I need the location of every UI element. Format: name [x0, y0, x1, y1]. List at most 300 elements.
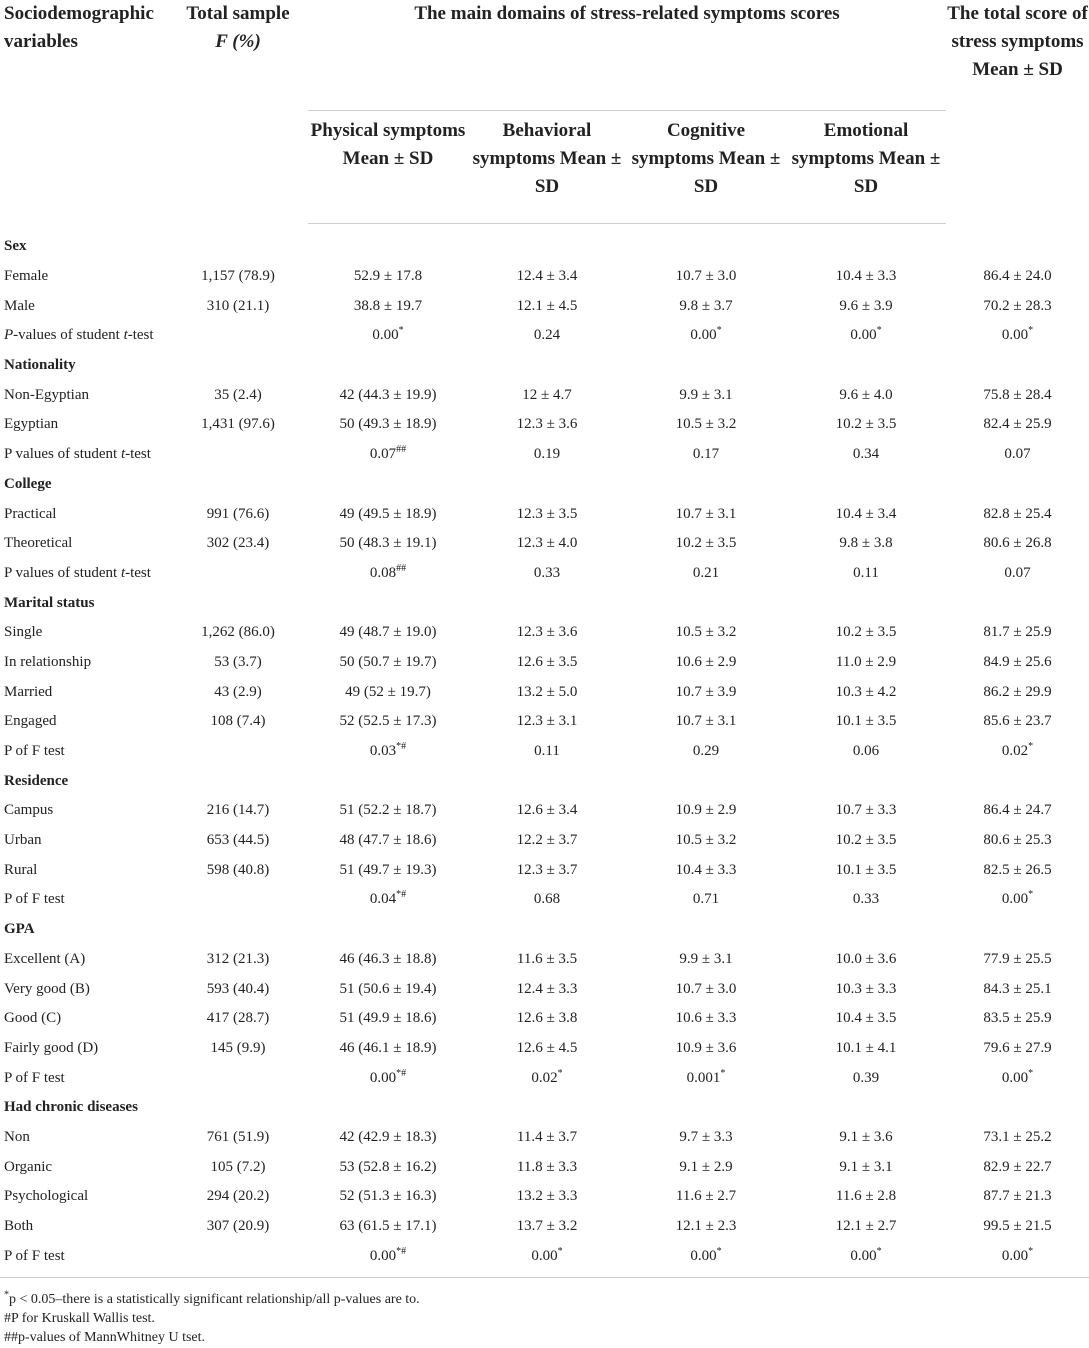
section-label: Nationality [4, 357, 76, 374]
p-label-part: -test [127, 327, 154, 344]
header-total-sample [168, 0, 308, 224]
table-row [0, 677, 1089, 707]
section-row [0, 915, 1089, 945]
cell-empty [168, 1063, 308, 1093]
p-value: 0.34 [852, 446, 880, 463]
section-row [0, 766, 1089, 796]
cell-behavioral: 12.3 ± 3.1 [516, 713, 578, 730]
table-row [0, 1182, 1089, 1212]
cell-total-sample: 653 (44.5) [206, 832, 270, 849]
cell-p-cognitive [626, 559, 786, 589]
p-value-row [0, 321, 1089, 351]
cell-p-score [946, 321, 1089, 351]
p-label-part: t [120, 446, 126, 463]
table-row [0, 974, 1089, 1004]
cell-score: 87.7 ± 21.3 [983, 1188, 1052, 1205]
p-value-label [0, 1241, 168, 1277]
section-row [0, 470, 1089, 500]
cell-score: 86.2 ± 29.9 [983, 683, 1052, 700]
cell-behavioral: 12.6 ± 4.5 [516, 1039, 578, 1056]
footnote [4, 1309, 420, 1328]
p-value: 0.17 [692, 446, 720, 463]
p-value: 0.71 [692, 891, 720, 908]
p-value: 0.00 [850, 327, 877, 344]
cell-p-score [946, 440, 1089, 470]
cell-emotional: 9.6 ± 4.0 [839, 386, 893, 403]
significance-mark: *# [396, 741, 407, 753]
footnote-text: ##p-values of MannWhitney U tset. [4, 1330, 206, 1345]
cell-emotional: 10.4 ± 3.4 [835, 505, 897, 522]
cell-cognitive: 10.6 ± 2.9 [675, 653, 737, 670]
cell-behavioral: 12.3 ± 3.7 [516, 861, 578, 878]
p-value: 0.00 [369, 1069, 397, 1086]
row-label: Egyptian [4, 416, 59, 433]
cell-p-cognitive [626, 737, 786, 767]
p-value: 0.33 [533, 564, 561, 581]
cell-emotional: 9.1 ± 3.6 [839, 1128, 893, 1145]
cell-emotional: 10.2 ± 3.5 [835, 416, 897, 433]
p-value: 0.11 [534, 743, 560, 760]
cell-emotional: 10.4 ± 3.5 [835, 1010, 897, 1027]
cell-score: 82.9 ± 22.7 [983, 1158, 1052, 1175]
cell-physical: 46 (46.3 ± 18.8) [339, 950, 437, 967]
cell-behavioral: 11.6 ± 3.5 [516, 950, 578, 967]
cell-total-sample: 302 (23.4) [206, 535, 270, 552]
cell-behavioral: 12.4 ± 3.4 [516, 268, 578, 285]
cell-behavioral: 12 ± 4.7 [522, 386, 572, 403]
section-label: Sex [4, 238, 27, 255]
section-row [0, 351, 1089, 381]
significance-mark: ## [396, 444, 407, 456]
p-label-part: P of F test [4, 1069, 65, 1086]
row-label: Both [4, 1218, 34, 1235]
cell-physical: 51 (49.9 ± 18.6) [339, 1010, 437, 1027]
cell-behavioral: 12.3 ± 3.6 [516, 624, 578, 641]
cell-p-emotional [786, 1241, 946, 1277]
row-label: Good (C) [4, 1010, 62, 1027]
cell-p-score [946, 559, 1089, 589]
cell-emotional: 10.1 ± 3.5 [835, 713, 897, 730]
cell-emotional: 10.2 ± 3.5 [835, 832, 897, 849]
cell-p-behavioral [468, 1063, 626, 1093]
table-row [0, 707, 1089, 737]
cell-behavioral: 12.3 ± 3.5 [516, 505, 578, 522]
cell-cognitive: 11.6 ± 2.7 [675, 1188, 737, 1205]
cell-cognitive: 10.5 ± 3.2 [675, 416, 737, 433]
significance-mark: * [1028, 889, 1034, 901]
row-label: Non-Egyptian [4, 386, 89, 403]
p-value: 0.33 [852, 891, 880, 908]
cell-cognitive: 10.7 ± 3.0 [675, 268, 737, 285]
cell-behavioral: 12.6 ± 3.8 [516, 1010, 578, 1027]
cell-total-sample: 53 (3.7) [214, 653, 262, 670]
p-value-row [0, 1241, 1089, 1277]
p-value: 0.00 [1001, 1069, 1029, 1086]
cell-score: 81.7 ± 25.9 [983, 624, 1052, 641]
cell-physical: 50 (50.7 ± 19.7) [339, 653, 437, 670]
cell-cognitive: 10.7 ± 3.9 [675, 683, 737, 700]
p-label-part: -test [125, 446, 151, 463]
significance-mark: *# [396, 1245, 407, 1257]
row-label: Very good (B) [4, 980, 90, 997]
cell-emotional: 11.0 ± 2.9 [835, 653, 897, 670]
cell-empty [168, 1241, 308, 1277]
cell-p-behavioral [468, 559, 626, 589]
row-label: Non [4, 1128, 30, 1145]
p-label-part: P [4, 327, 14, 344]
cell-total-sample: 598 (40.8) [206, 861, 270, 878]
p-label-part: P of F test [4, 743, 65, 760]
p-value-row [0, 885, 1089, 915]
header-total-sample-sub: F (%) [215, 31, 261, 52]
cell-score: 84.9 ± 25.6 [983, 653, 1052, 670]
header-main-domains: The main domains of stress-related symptoms scores [308, 0, 946, 111]
cell-score: 75.8 ± 28.4 [983, 386, 1052, 403]
p-value: 0.07 [1004, 446, 1031, 463]
header-total-score: The total score of stress symptoms Mean ± SD [947, 3, 1088, 80]
table-row [0, 262, 1089, 292]
cell-empty [168, 440, 308, 470]
cell-cognitive: 10.9 ± 2.9 [675, 802, 737, 819]
p-value-label [0, 1063, 168, 1093]
p-value: 0.39 [852, 1069, 880, 1086]
footnote [4, 1290, 420, 1309]
cell-empty [168, 885, 308, 915]
cell-physical: 42 (42.9 ± 18.3) [339, 1128, 437, 1145]
table-row [0, 410, 1089, 440]
cell-total-sample: 761 (51.9) [206, 1128, 270, 1145]
cell-behavioral: 12.3 ± 4.0 [516, 535, 578, 552]
row-label: In relationship [4, 653, 92, 670]
cell-score: 82.8 ± 25.4 [983, 505, 1052, 522]
table-row [0, 1212, 1089, 1242]
cell-physical: 46 (46.1 ± 18.9) [339, 1039, 437, 1056]
row-label: Engaged [4, 713, 57, 730]
row-label: Single [4, 624, 43, 641]
cell-physical: 63 (61.5 ± 17.1) [339, 1218, 437, 1235]
p-value: 0.06 [852, 743, 880, 760]
table-body [0, 224, 1089, 1278]
row-label: Campus [4, 802, 54, 819]
table-row [0, 1034, 1089, 1064]
significance-mark: *# [396, 1067, 407, 1079]
p-value: 0.00 [850, 1247, 877, 1264]
header-behavioral: Behavioral symptoms Mean ± SD [468, 111, 626, 224]
cell-behavioral: 11.4 ± 3.7 [516, 1128, 578, 1145]
significance-mark: * [1028, 1245, 1034, 1257]
cell-p-score [946, 1063, 1089, 1093]
p-value: 0.19 [533, 446, 561, 463]
cell-cognitive: 10.4 ± 3.3 [675, 861, 737, 878]
p-value: 0.21 [692, 564, 720, 581]
cell-physical: 42 (44.3 ± 19.9) [339, 386, 437, 403]
p-value-label [0, 737, 168, 767]
cell-empty [168, 321, 308, 351]
cell-physical: 48 (47.7 ± 18.6) [339, 832, 437, 849]
cell-behavioral: 12.1 ± 4.5 [516, 297, 578, 314]
significance-mark: * [716, 1245, 722, 1257]
p-value: 0.02 [1001, 743, 1029, 760]
cell-cognitive: 10.7 ± 3.1 [675, 505, 737, 522]
cell-p-behavioral [468, 1241, 626, 1277]
p-value-label [0, 440, 168, 470]
cell-p-emotional [786, 1063, 946, 1093]
cell-p-emotional [786, 321, 946, 351]
p-value: 0.68 [533, 891, 561, 908]
cell-p-score [946, 1241, 1089, 1277]
cell-p-physical [308, 321, 468, 351]
cell-total-sample: 145 (9.9) [210, 1039, 266, 1056]
footnote [4, 1328, 420, 1347]
section-label: College [4, 475, 52, 492]
p-value: 0.00 [1001, 327, 1029, 344]
cell-physical: 52.9 ± 17.8 [353, 268, 423, 285]
cell-total-sample: 312 (21.3) [206, 950, 270, 967]
row-label: Theoretical [4, 535, 73, 552]
cell-total-sample: 216 (14.7) [206, 802, 270, 819]
significance-mark: *# [396, 889, 407, 901]
significance-mark: * [557, 1245, 563, 1257]
cell-behavioral: 11.8 ± 3.3 [516, 1158, 578, 1175]
section-label: Had chronic diseases [4, 1099, 138, 1116]
table-row [0, 855, 1089, 885]
cell-score: 80.6 ± 26.8 [983, 535, 1052, 552]
cell-score: 85.6 ± 23.7 [983, 713, 1052, 730]
cell-physical: 52 (51.3 ± 16.3) [339, 1188, 437, 1205]
significance-mark: * [557, 1067, 563, 1079]
row-label: Organic [4, 1158, 53, 1175]
cell-p-physical [308, 1241, 468, 1277]
header-variables: Sociodemographic variables [4, 3, 154, 52]
cell-physical: 50 (49.3 ± 18.9) [339, 416, 437, 433]
p-label-part: t [120, 564, 126, 581]
section-label: Marital status [4, 594, 95, 611]
cell-p-behavioral [468, 440, 626, 470]
p-value: 0.11 [853, 564, 879, 581]
cell-physical: 51 (50.6 ± 19.4) [339, 980, 437, 997]
significance-mark: * [716, 325, 722, 337]
row-label: Married [4, 683, 53, 700]
p-label-part: t [123, 327, 128, 344]
table-row [0, 529, 1089, 559]
p-label-part: P of F test [4, 891, 65, 908]
footnote-text: #P for Kruskall Wallis test. [4, 1311, 155, 1326]
cell-p-emotional [786, 559, 946, 589]
row-label: Male [4, 297, 35, 314]
p-label-part: P values of student [4, 446, 121, 463]
cell-total-sample: 35 (2.4) [214, 386, 262, 403]
cell-p-physical [308, 737, 468, 767]
table-row [0, 1004, 1089, 1034]
p-value-row [0, 1063, 1089, 1093]
cell-total-sample: 294 (20.2) [206, 1188, 270, 1205]
cell-score: 86.4 ± 24.0 [983, 268, 1052, 285]
row-label: Rural [4, 861, 38, 878]
cell-p-emotional [786, 737, 946, 767]
p-label-part: -values of student [13, 327, 124, 344]
cell-p-physical [308, 1063, 468, 1093]
table-row [0, 618, 1089, 648]
significance-mark: * [1028, 741, 1034, 753]
table-row [0, 648, 1089, 678]
cell-score: 80.6 ± 25.3 [983, 832, 1052, 849]
cell-cognitive: 10.5 ± 3.2 [675, 624, 737, 641]
cell-cognitive: 10.9 ± 3.6 [675, 1039, 737, 1056]
p-value: 0.00 [690, 327, 717, 344]
cell-emotional: 9.1 ± 3.1 [839, 1158, 893, 1175]
cell-physical: 50 (48.3 ± 19.1) [339, 535, 437, 552]
cell-cognitive: 10.2 ± 3.5 [675, 535, 737, 552]
cell-total-sample: 1,431 (97.6) [201, 416, 275, 433]
header-cognitive: Cognitive symptoms Mean ± SD [626, 111, 786, 224]
p-value-label [0, 321, 168, 351]
cell-p-score [946, 885, 1089, 915]
cell-physical: 51 (52.2 ± 18.7) [339, 802, 437, 819]
cell-emotional: 10.0 ± 3.6 [835, 950, 897, 967]
row-label: Psychological [4, 1188, 89, 1205]
cell-behavioral: 12.6 ± 3.4 [516, 802, 578, 819]
section-row [0, 588, 1089, 618]
p-value: 0.00 [1001, 891, 1029, 908]
p-value: 0.07 [1004, 564, 1031, 581]
significance-mark: * [720, 1067, 726, 1079]
cell-emotional: 10.7 ± 3.3 [835, 802, 897, 819]
table-row [0, 1123, 1089, 1153]
significance-mark: * [1028, 1067, 1034, 1079]
significance-mark: * [398, 325, 404, 337]
p-value: 0.00 [690, 1247, 717, 1264]
cell-emotional: 9.8 ± 3.8 [839, 535, 893, 552]
cell-score: 82.4 ± 25.9 [983, 416, 1052, 433]
cell-cognitive: 10.5 ± 3.2 [675, 832, 737, 849]
header-physical: Physical symptoms Mean ± SD [308, 111, 468, 224]
cell-emotional: 10.1 ± 4.1 [835, 1039, 897, 1056]
cell-emotional: 10.1 ± 3.5 [835, 861, 897, 878]
significance-mark: ## [396, 562, 407, 574]
table-row [0, 796, 1089, 826]
p-value: 0.07 [369, 446, 397, 463]
cell-total-sample: 108 (7.4) [210, 713, 266, 730]
significance-mark: * [876, 1245, 882, 1257]
cell-physical: 49 (52 ± 19.7) [345, 683, 431, 700]
cell-cognitive: 10.7 ± 3.0 [675, 980, 737, 997]
row-label: Excellent (A) [4, 950, 86, 967]
cell-physical: 51 (49.7 ± 19.3) [339, 861, 437, 878]
cell-empty [168, 737, 308, 767]
cell-total-sample: 310 (21.1) [206, 297, 270, 314]
p-value: 0.001 [686, 1069, 721, 1086]
cell-score: 70.2 ± 28.3 [983, 297, 1052, 314]
cell-behavioral: 12.2 ± 3.7 [516, 832, 578, 849]
cell-total-sample: 593 (40.4) [206, 980, 270, 997]
table-row [0, 291, 1089, 321]
p-value-row [0, 559, 1089, 589]
row-label: Fairly good (D) [4, 1039, 99, 1056]
p-value: 0.00 [1001, 1247, 1029, 1264]
section-row [0, 224, 1089, 262]
p-label-part: P values of student [4, 564, 121, 581]
cell-p-physical [308, 885, 468, 915]
footnote-mark: * [4, 1289, 9, 1301]
table-row [0, 380, 1089, 410]
header-total-sample-label: Total sample [186, 3, 290, 24]
header-emotional: Emotional symptoms Mean ± SD [786, 111, 946, 224]
cell-cognitive: 12.1 ± 2.3 [675, 1218, 737, 1235]
cell-behavioral: 12.6 ± 3.5 [516, 653, 578, 670]
section-row [0, 1093, 1089, 1123]
cell-physical: 38.8 ± 19.7 [353, 297, 423, 314]
cell-p-physical [308, 440, 468, 470]
p-value: 0.04 [369, 891, 397, 908]
cell-emotional: 12.1 ± 2.7 [835, 1218, 897, 1235]
cell-cognitive: 10.7 ± 3.1 [675, 713, 737, 730]
table-row [0, 945, 1089, 975]
significance-mark: * [876, 325, 882, 337]
cell-total-sample: 1,262 (86.0) [201, 624, 275, 641]
p-value: 0.02 [531, 1069, 558, 1086]
cell-emotional: 9.6 ± 3.9 [839, 297, 893, 314]
p-value-label [0, 559, 168, 589]
p-value: 0.24 [533, 327, 561, 344]
row-label: Female [4, 268, 49, 285]
footnote-text: p < 0.05–there is a statistically significant relationship/all p-values are to. [9, 1292, 420, 1307]
cell-score: 73.1 ± 25.2 [983, 1128, 1052, 1145]
cell-behavioral: 13.2 ± 3.3 [516, 1188, 578, 1205]
cell-p-emotional [786, 885, 946, 915]
cell-emotional: 10.3 ± 4.2 [835, 683, 897, 700]
cell-score: 82.5 ± 26.5 [983, 861, 1052, 878]
cell-p-cognitive [626, 1241, 786, 1277]
cell-p-behavioral [468, 737, 626, 767]
cell-p-score [946, 737, 1089, 767]
cell-physical: 53 (52.8 ± 16.2) [339, 1158, 437, 1175]
p-value: 0.00 [372, 327, 399, 344]
cell-score: 86.4 ± 24.7 [983, 802, 1052, 819]
row-label: Urban [4, 832, 42, 849]
p-label-part: -test [125, 564, 151, 581]
cell-score: 79.6 ± 27.9 [983, 1039, 1052, 1056]
cell-p-cognitive [626, 885, 786, 915]
cell-cognitive: 9.7 ± 3.3 [679, 1128, 733, 1145]
section-label: GPA [4, 921, 35, 938]
footnotes [4, 1290, 420, 1347]
cell-total-sample: 991 (76.6) [206, 505, 270, 522]
cell-total-sample: 1,157 (78.9) [201, 268, 275, 285]
cell-emotional: 10.3 ± 3.3 [835, 980, 897, 997]
cell-emotional: 10.2 ± 3.5 [835, 624, 897, 641]
significance-mark: * [1028, 325, 1034, 337]
p-value-row [0, 440, 1089, 470]
p-value-label [0, 885, 168, 915]
cell-p-cognitive [626, 1063, 786, 1093]
cell-score: 99.5 ± 21.5 [983, 1218, 1052, 1235]
cell-p-behavioral [468, 321, 626, 351]
cell-behavioral: 12.4 ± 3.3 [516, 980, 578, 997]
p-label-part: P of F test [4, 1247, 65, 1264]
cell-p-cognitive [626, 321, 786, 351]
cell-cognitive: 9.9 ± 3.1 [679, 386, 733, 403]
cell-behavioral: 13.2 ± 5.0 [516, 683, 578, 700]
p-value: 0.00 [531, 1247, 558, 1264]
section-label: Residence [4, 772, 69, 789]
cell-total-sample: 307 (20.9) [206, 1218, 270, 1235]
p-value-row [0, 737, 1089, 767]
cell-behavioral: 13.7 ± 3.2 [516, 1218, 578, 1235]
cell-score: 77.9 ± 25.5 [983, 950, 1052, 967]
cell-p-emotional [786, 440, 946, 470]
table-row [0, 1152, 1089, 1182]
cell-emotional: 10.4 ± 3.3 [835, 268, 897, 285]
